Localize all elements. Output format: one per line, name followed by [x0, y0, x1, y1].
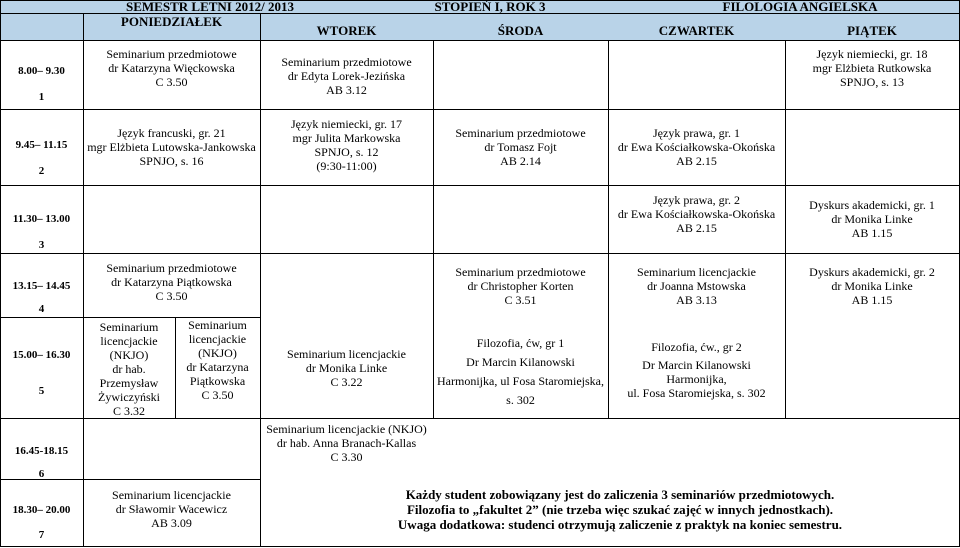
slot-2-number: 2 — [38, 165, 45, 177]
class-room: AB 3.09 — [151, 516, 192, 530]
class-room: C 3.51 — [504, 293, 537, 307]
class-wed-5 — [433, 334, 608, 410]
class-teacher: dr Monika Linke — [831, 279, 913, 293]
class-mon-5b — [175, 318, 260, 402]
class-mon-2 — [83, 126, 260, 168]
class-tue-2 — [260, 117, 433, 173]
note-line: Uwaga dodatkowa: studenci otrzymują zaliczenie z praktyk na koniec semestru. — [397, 517, 843, 532]
grid-line — [0, 0, 1, 547]
class-thu-5 — [608, 340, 785, 400]
class-room: s. 302 — [506, 393, 535, 407]
class-room: AB 3.13 — [676, 293, 717, 307]
slot-1-time: 8.00– 9.30 — [18, 65, 65, 77]
class-thu-3 — [608, 193, 785, 235]
day-thursday: CZWARTEK — [658, 23, 735, 38]
slot-7-time: 18.30– 20.00 — [12, 504, 71, 516]
slot-3-time: 11.30– 13.00 — [12, 213, 71, 225]
slot-6-number: 6 — [38, 468, 45, 480]
class-teacher: mgr Elżbieta Lutowska-Jankowska — [87, 140, 256, 154]
class-teacher: mgr Julita Markowska — [292, 131, 401, 145]
class-mon-4 — [83, 261, 260, 303]
slot-4-number: 4 — [38, 303, 45, 315]
class-title: (NKJO) — [198, 346, 237, 360]
class-room: AB 2.15 — [676, 154, 717, 168]
class-title: Język niemiecki, gr. 18 — [816, 47, 928, 61]
class-title: Seminarium przedmiotowe — [106, 47, 237, 61]
class-teacher: Dr Marcin Kilanowski — [642, 358, 751, 372]
note-line: Każdy student zobowiązany jest do zaliczenia 3 seminariów przedmiotowych. — [405, 487, 835, 502]
class-wed-4 — [433, 265, 608, 307]
class-room: Harmonijka, — [666, 372, 727, 386]
class-title: Filozofia, ćw., gr 2 — [651, 340, 742, 354]
class-teacher: dr hab. — [112, 362, 146, 376]
program-title: FILOLOGIA ANGIELSKA — [722, 0, 878, 14]
class-title: Seminarium licencjackie — [112, 488, 231, 502]
class-thu-4 — [608, 265, 785, 307]
class-teacher: dr Tomasz Fojt — [484, 140, 557, 154]
class-room: SPNJO, s. 16 — [139, 154, 204, 168]
grid-line — [0, 546, 960, 547]
class-room: C 3.50 — [155, 289, 188, 303]
notes-block — [300, 487, 940, 532]
class-room: ul. Fosa Staromiejska, s. 302 — [627, 386, 766, 400]
class-room: C 3.50 — [201, 388, 234, 402]
slot-5-time: 15.00– 16.30 — [12, 349, 71, 361]
class-title: Seminarium przedmiotowe — [455, 126, 586, 140]
slot-3-number: 3 — [38, 239, 45, 251]
class-title: Seminarium licencjackie (NKJO) — [266, 422, 427, 436]
class-title: Język niemiecki, gr. 17 — [291, 117, 402, 131]
class-room: AB 1.15 — [851, 226, 893, 240]
class-title: Język prawa, gr. 2 — [653, 193, 740, 207]
class-fri-3 — [785, 198, 959, 240]
slot-1-number: 1 — [38, 91, 45, 103]
class-room: C 3.50 — [155, 75, 188, 89]
class-title: Seminarium przedmiotowe — [455, 265, 586, 279]
slot-4-time: 13.15– 14.45 — [12, 280, 71, 292]
class-title: Język francuski, gr. 21 — [117, 126, 226, 140]
class-teacher: Żywiczyński — [98, 390, 160, 404]
class-teacher: dr Edyta Lorek-Jezińska — [287, 69, 406, 83]
class-room: AB 2.14 — [500, 154, 541, 168]
class-teacher: dr Ewa Kościałkowska-Okońska — [617, 140, 776, 154]
class-room: SPNJO, s. 12 — [314, 145, 379, 159]
slot-7-number: 7 — [38, 529, 45, 541]
class-teacher: dr Christopher Korten — [467, 279, 574, 293]
class-mon-7 — [83, 488, 260, 530]
slot-6-time: 16.45-18.15 — [14, 445, 69, 457]
class-teacher: dr Sławomir Wacewicz — [115, 502, 228, 516]
grid-line — [0, 253, 960, 254]
class-title: Dyskurs akademicki, gr. 2 — [809, 265, 935, 279]
class-room: C 3.30 — [330, 450, 363, 464]
class-teacher: Przemysław — [99, 376, 159, 390]
class-title: Seminarium — [188, 318, 247, 332]
class-room: AB 1.15 — [851, 293, 893, 307]
grid-line — [0, 185, 960, 186]
class-teacher: dr Katarzyna — [186, 360, 249, 374]
grid-line — [0, 418, 960, 419]
class-tue-6 — [260, 422, 433, 464]
class-room: SPNJO, s. 13 — [839, 75, 905, 89]
class-room: C 3.32 — [112, 404, 145, 418]
class-title: licencjackie — [100, 334, 158, 348]
class-tue-5 — [260, 347, 433, 389]
grid-line — [0, 40, 960, 41]
slot-5-number: 5 — [38, 385, 45, 397]
class-wed-2 — [433, 126, 608, 168]
class-room: C 3.22 — [330, 375, 363, 389]
class-tue-1 — [260, 55, 433, 97]
note-line: Filozofia to „fakultet 2” (nie trzeba więc szukać zajęć w innych jednostkach). — [406, 502, 834, 517]
level-title: STOPIEŃ I, ROK 3 — [434, 0, 546, 14]
class-title: Język prawa, gr. 1 — [653, 126, 740, 140]
grid-line — [0, 109, 960, 110]
class-title: Seminarium licencjackie — [637, 265, 756, 279]
class-teacher: Dr Marcin Kilanowski — [466, 355, 575, 369]
class-title: Dyskurs akademicki, gr. 1 — [809, 198, 935, 212]
class-teacher: dr hab. Anna Branach-Kallas — [276, 436, 417, 450]
class-room: AB 3.12 — [326, 83, 367, 97]
class-teacher: dr Monika Linke — [305, 361, 388, 375]
class-teacher: dr Joanna Mstowska — [647, 279, 746, 293]
class-time-note: (9:30-11:00) — [316, 159, 377, 173]
class-title: Seminarium przedmiotowe — [281, 55, 412, 69]
day-friday: PIĄTEK — [847, 23, 897, 38]
class-teacher: dr Monika Linke — [831, 212, 913, 226]
day-wednesday: ŚRODA — [497, 23, 544, 38]
class-teacher: dr Katarzyna Więckowska — [108, 61, 235, 75]
semester-title: SEMESTR LETNI 2012/ 2013 — [126, 0, 294, 14]
class-title: Seminarium licencjackie — [287, 347, 406, 361]
class-title: Filozofia, ćw, gr 1 — [476, 336, 565, 350]
class-title: Seminarium przedmiotowe — [106, 261, 237, 275]
class-title: (NKJO) — [109, 348, 149, 362]
day-tuesday: WTOREK — [316, 23, 377, 38]
class-title: licencjackie — [188, 332, 247, 346]
class-mon-1 — [83, 47, 260, 89]
slot-2-time: 9.45– 11.15 — [15, 139, 68, 151]
class-teacher: Piątkowska — [189, 374, 246, 388]
class-teacher: mgr Elżbieta Rutkowska — [812, 61, 932, 75]
class-mon-5a — [83, 320, 175, 418]
class-teacher: dr Katarzyna Piątkowska — [111, 275, 232, 289]
day-monday: PONIEDZIAŁEK — [120, 14, 223, 29]
class-thu-2 — [608, 126, 785, 168]
class-room: AB 2.15 — [676, 221, 717, 235]
class-fri-1 — [785, 47, 959, 89]
class-teacher: dr Ewa Kościałkowska-Okońska — [617, 207, 776, 221]
class-room: Harmonijka, ul Fosa Staromiejska, — [437, 374, 604, 388]
class-fri-4 — [785, 265, 959, 307]
class-title: Seminarium — [99, 320, 159, 334]
